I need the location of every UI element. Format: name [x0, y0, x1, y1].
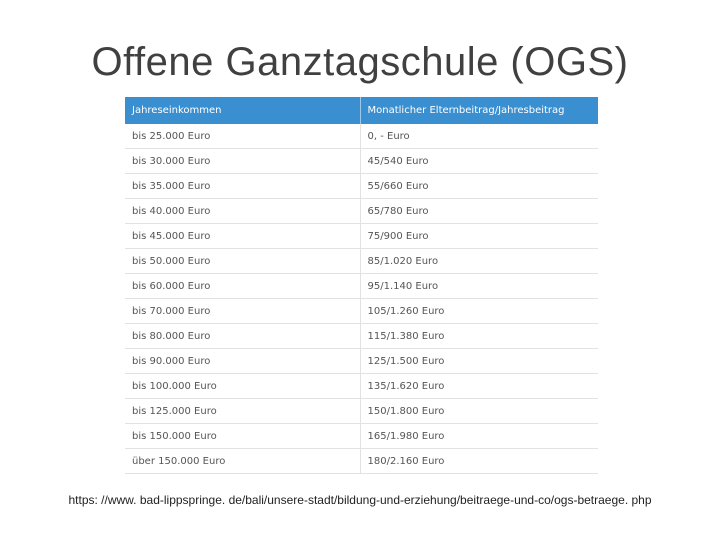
table-row	[125, 249, 598, 274]
income-cell: über 150.000 Euro	[125, 449, 360, 474]
fee-cell: 125/1.500 Euro	[360, 349, 598, 374]
income-cell: bis 150.000 Euro	[125, 424, 360, 449]
column-header-fee: Monatlicher Elternbeitrag/Jahresbeitrag	[360, 97, 598, 124]
table-row	[125, 449, 598, 474]
table-body	[125, 124, 598, 474]
fee-cell: 180/2.160 Euro	[360, 449, 598, 474]
table-row	[125, 424, 598, 449]
fee-cell: 150/1.800 Euro	[360, 399, 598, 424]
table-row	[125, 224, 598, 249]
table-row	[125, 399, 598, 424]
income-cell: bis 80.000 Euro	[125, 324, 360, 349]
table-row	[125, 174, 598, 199]
income-cell: bis 100.000 Euro	[125, 374, 360, 399]
income-cell: bis 70.000 Euro	[125, 299, 360, 324]
fee-cell: 65/780 Euro	[360, 199, 598, 224]
table-row	[125, 274, 598, 299]
table-row	[125, 349, 598, 374]
table-row	[125, 374, 598, 399]
table-header-row	[125, 97, 598, 124]
fee-cell: 45/540 Euro	[360, 149, 598, 174]
income-cell: bis 50.000 Euro	[125, 249, 360, 274]
fee-table-container	[125, 97, 598, 474]
income-cell: bis 125.000 Euro	[125, 399, 360, 424]
table-row	[125, 299, 598, 324]
fee-cell: 0, - Euro	[360, 124, 598, 149]
fee-cell: 75/900 Euro	[360, 224, 598, 249]
table-row	[125, 124, 598, 149]
page-title: Offene Ganztagschule (OGS)	[91, 40, 629, 84]
fee-cell: 95/1.140 Euro	[360, 274, 598, 299]
income-cell: bis 45.000 Euro	[125, 224, 360, 249]
income-cell: bis 90.000 Euro	[125, 349, 360, 374]
fee-cell: 105/1.260 Euro	[360, 299, 598, 324]
income-cell: bis 30.000 Euro	[125, 149, 360, 174]
income-cell: bis 25.000 Euro	[125, 124, 360, 149]
table-row	[125, 149, 598, 174]
source-url: https: //www. bad-lippspringe. de/bali/unsere-stadt/bildung-und-erziehung/beitraege-und-co/ogs-betraege. php	[68, 493, 652, 507]
fee-table	[125, 97, 598, 474]
income-cell: bis 40.000 Euro	[125, 199, 360, 224]
fee-cell: 135/1.620 Euro	[360, 374, 598, 399]
fee-cell: 115/1.380 Euro	[360, 324, 598, 349]
table-row	[125, 199, 598, 224]
fee-cell: 165/1.980 Euro	[360, 424, 598, 449]
table-row	[125, 324, 598, 349]
column-header-income: Jahreseinkommen	[125, 97, 360, 124]
fee-cell: 85/1.020 Euro	[360, 249, 598, 274]
income-cell: bis 60.000 Euro	[125, 274, 360, 299]
income-cell: bis 35.000 Euro	[125, 174, 360, 199]
fee-cell: 55/660 Euro	[360, 174, 598, 199]
